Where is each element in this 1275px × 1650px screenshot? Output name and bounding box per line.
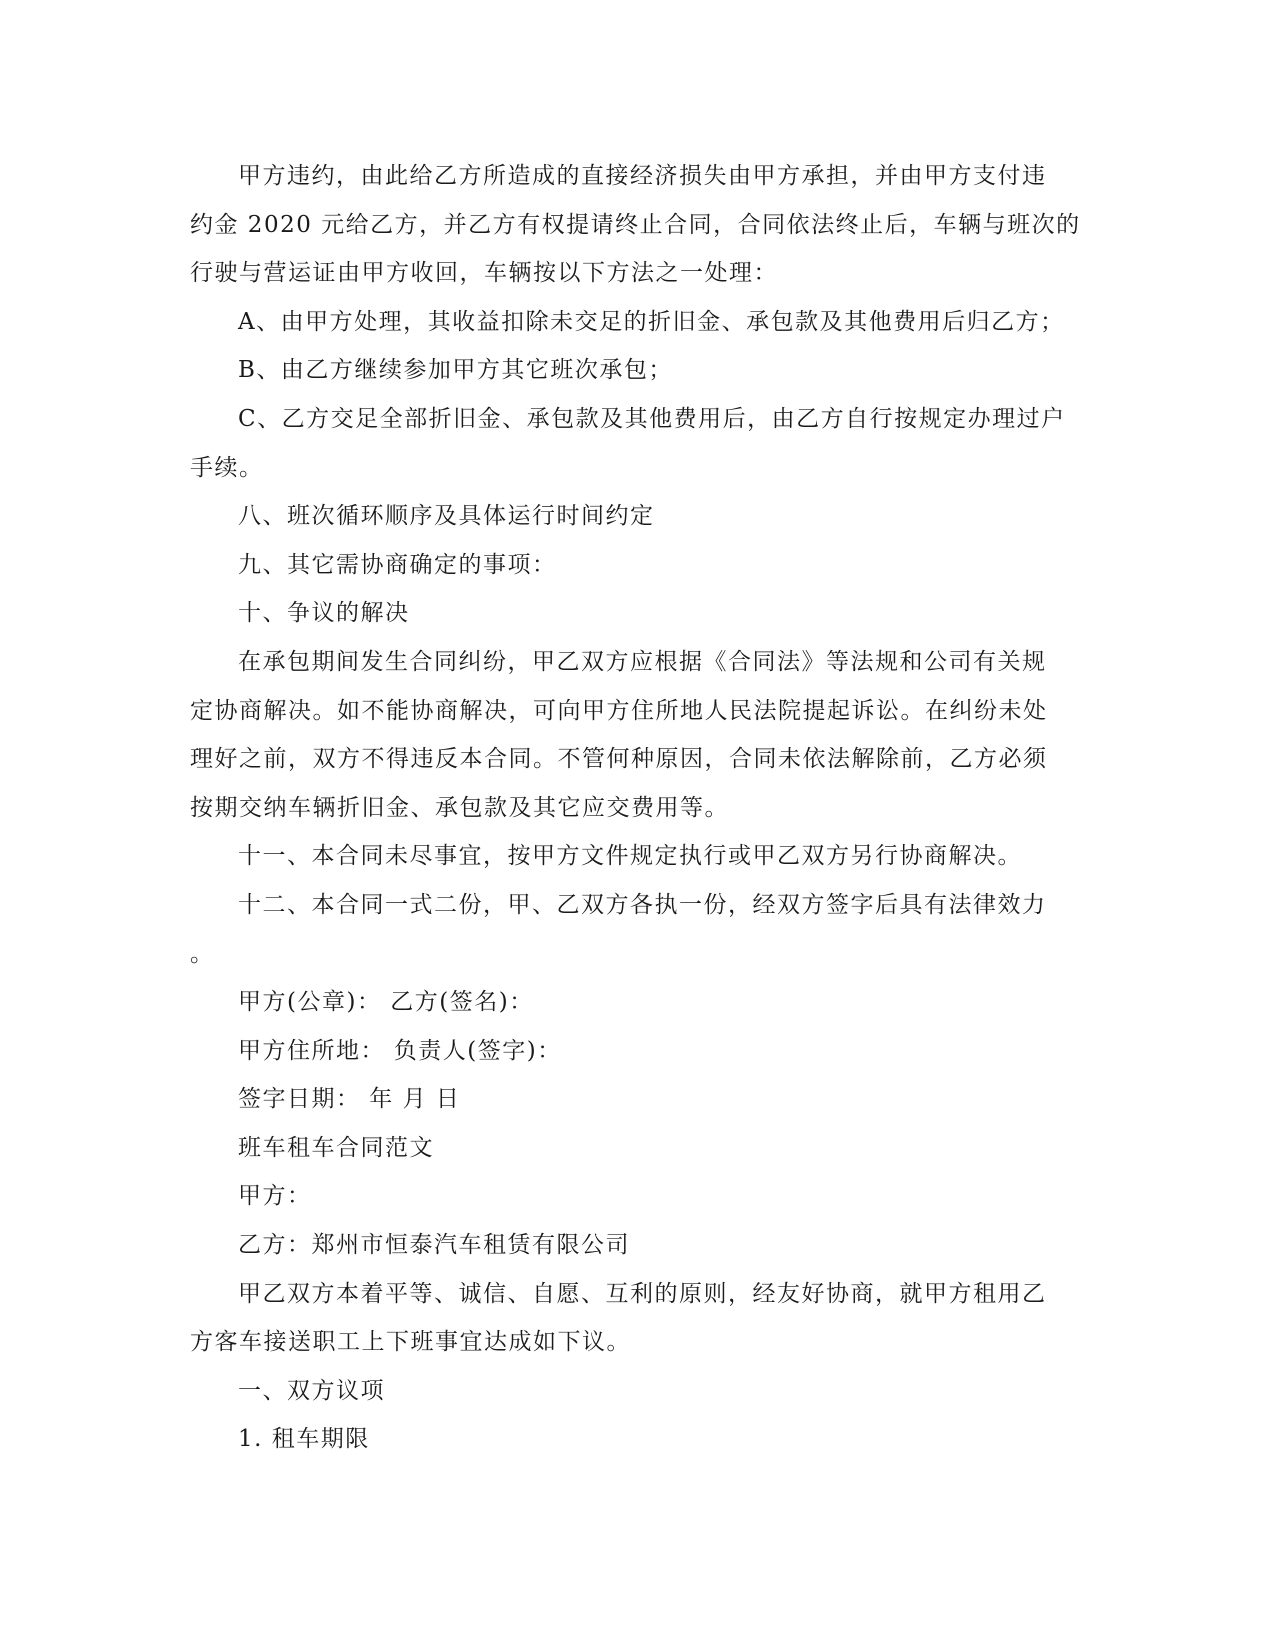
section-heading: 十二、本合同一式二份，甲、乙双方各执一份，经双方签字后具有法律效力 [238, 891, 1047, 918]
list-item-c: C、乙方交足全部折旧金、承包款及其他费用后，由乙方自行按规定办理过户 [238, 405, 1066, 432]
party-a-line: 甲方： [238, 1183, 312, 1210]
section-heading: 十一、本合同未尽事宜，按甲方文件规定执行或甲乙双方另行协商解决。 [238, 843, 1022, 870]
paragraph-line: 理好之前，双方不得违反本合同。不管何种原因，合同未依法解除前，乙方必须 [190, 746, 1048, 773]
paragraph-line: 。 [190, 940, 215, 967]
document-title: 班车租车合同范文 [238, 1134, 434, 1161]
paragraph-line: 甲方违约，由此给乙方所造成的直接经济损失由甲方承担，并由甲方支付违 [238, 163, 1047, 189]
paragraph-line: 方客车接送职工上下班事宜达成如下议。 [190, 1329, 631, 1356]
list-item-b: B、由乙方继续参加甲方其它班次承包； [238, 357, 673, 384]
party-b-line: 乙方：郑州市恒泰汽车租赁有限公司 [238, 1232, 630, 1259]
paragraph-line: 按期交纳车辆折旧金、承包款及其它应交费用等。 [190, 794, 729, 821]
paragraph-line: 约金 2020 元给乙方，并乙方有权提请终止合同，合同依法终止后，车辆与班次的 [190, 211, 1081, 238]
section-heading: 一、双方议项 [238, 1377, 385, 1404]
paragraph-line: 行驶与营运证由甲方收回，车辆按以下方法之一处理： [190, 260, 778, 287]
list-item-a: A、由甲方处理，其收益扣除未交足的折旧金、承包款及其他费用后归乙方； [238, 308, 1065, 335]
subsection-heading: 1. 租车期限 [238, 1426, 370, 1453]
paragraph-line: 定协商解决。如不能协商解决，可向甲方住所地人民法院提起诉讼。在纠纷未处 [190, 697, 1048, 724]
paragraph-line: 手续。 [190, 454, 264, 481]
paragraph-line: 在承包期间发生合同纠纷，甲乙双方应根据《合同法》等法规和公司有关规 [238, 648, 1047, 675]
paragraph-line: 甲乙双方本着平等、诚信、自愿、互利的原则，经友好协商，就甲方租用乙 [238, 1280, 1047, 1307]
signature-line: 甲方住所地： 负责人(签字)： [238, 1037, 562, 1064]
section-heading: 十、争议的解决 [238, 600, 410, 627]
signature-date-line: 签字日期： 年 月 日 [238, 1086, 461, 1113]
section-heading: 九、其它需协商确定的事项： [238, 551, 557, 578]
signature-line: 甲方(公章)： 乙方(签名)： [238, 989, 534, 1016]
section-heading: 八、班次循环顺序及具体运行时间约定 [238, 503, 655, 530]
document-body [190, 152, 1080, 1464]
